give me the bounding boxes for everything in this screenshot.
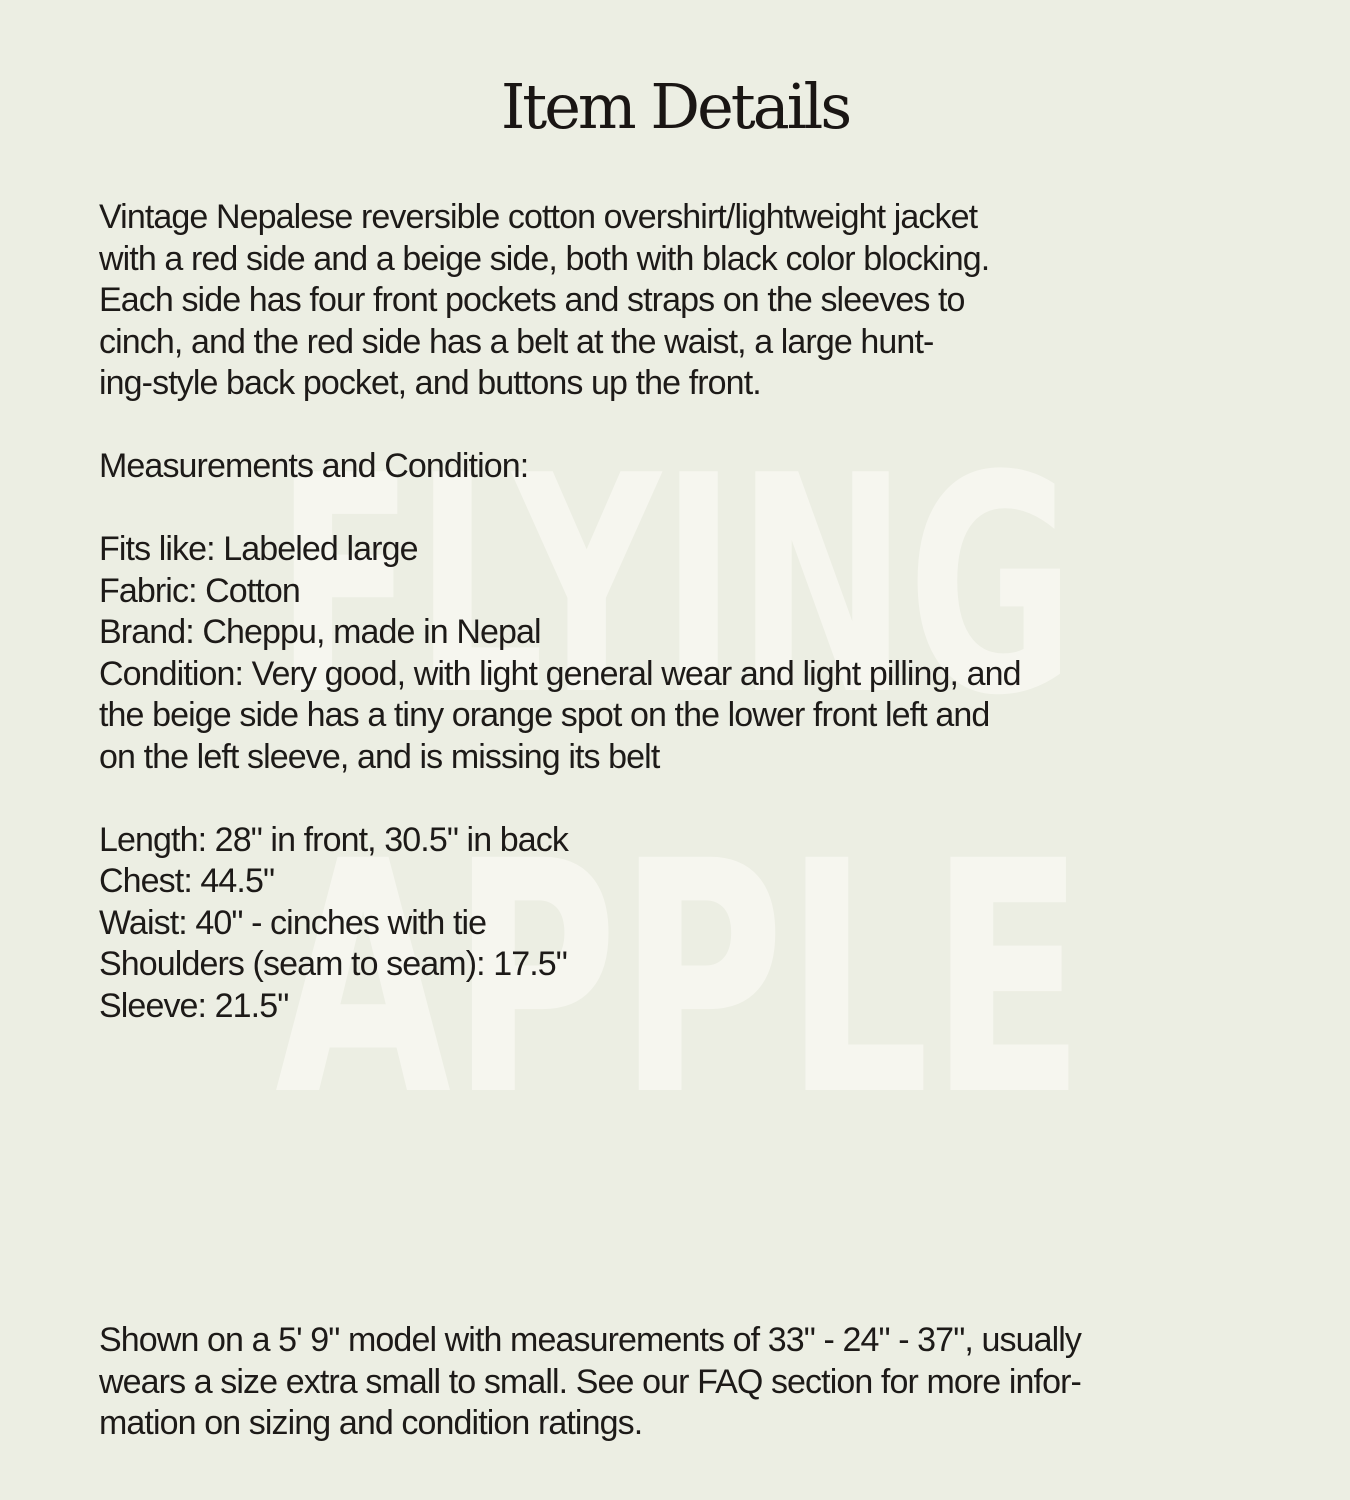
condition-line: Condition: Very good, with light general wear and light pilling, and (99, 654, 1021, 693)
section-heading: Measurements and Condition: (99, 447, 529, 485)
footer-line: wears a size extra small to small. See our FAQ section for more infor- (99, 1362, 1081, 1401)
measurements-block (99, 820, 1279, 1028)
details-block (99, 529, 1279, 778)
footer-line: Shown on a 5' 9" model with measurements of 33" - 24" - 37", usually (99, 1321, 1081, 1359)
condition-line: on the left sleeve, and is missing its belt (99, 737, 660, 776)
description-line: Vintage Nepalese reversible cotton overshirt/lightweight jacket (99, 198, 978, 236)
model-info-footer (99, 1320, 1279, 1445)
brand: Brand: Cheppu, made in Nepal (99, 613, 541, 651)
watermark-line-2: APPLE (275, 794, 1085, 1140)
fits-like: Fits like: Labeled large (99, 530, 418, 568)
page-title: Item Details (500, 70, 850, 143)
fabric: Fabric: Cotton (99, 571, 300, 610)
item-details-body (99, 197, 1279, 1027)
measurement-sleeve: Sleeve: 21.5" (99, 986, 289, 1025)
measurement-chest: Chest: 44.5" (99, 862, 275, 900)
description-line: Each side has four front pockets and straps on the sleeves to (99, 281, 965, 319)
watermark-line-1: FLYING (275, 412, 1075, 761)
description-line: with a red side and a beige side, both with black color blocking. (99, 239, 990, 278)
description-line: cinch, and the red side has a belt at the waist, a large hunt- (99, 322, 934, 361)
measurement-waist: Waist: 40" - cinches with tie (99, 903, 487, 942)
measurement-shoulders: Shoulders (seam to seam): 17.5" (99, 945, 567, 983)
measurement-length: Length: 28" in front, 30.5" in back (99, 820, 568, 859)
footer-line: mation on sizing and condition ratings. (99, 1404, 643, 1442)
condition-line: the beige side has a tiny orange spot on the lower front left and (99, 696, 990, 734)
description-paragraph (99, 197, 1279, 405)
description-line: ing-style back pocket, and buttons up the front. (99, 364, 761, 402)
